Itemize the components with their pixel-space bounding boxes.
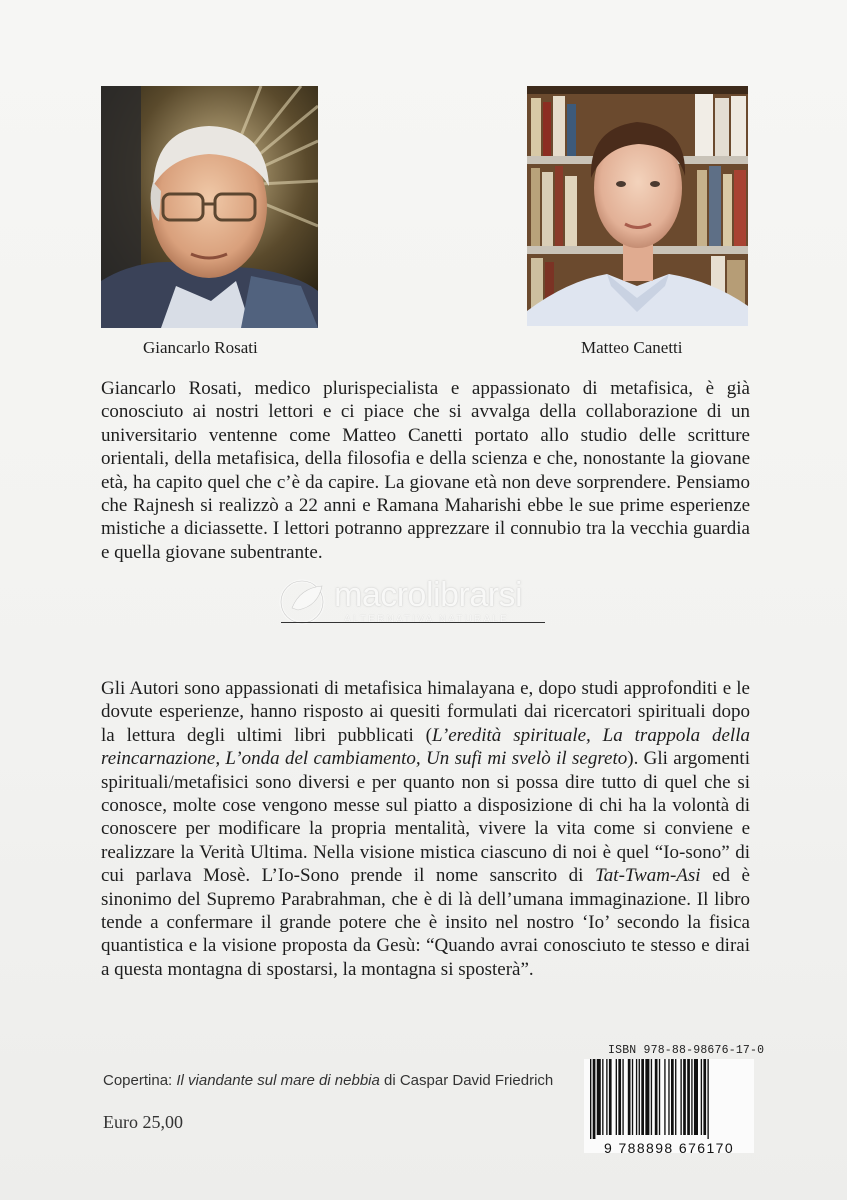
barcode-bar [593,1059,596,1139]
description-text-1: Gli Autori sono appassionati di metafisica himalayana e, dopo studi approfonditi e le dovute esperienze, hanno risposto ai quesiti formulati dai ricercatori spirituali dopo la lettura degli ultimi libri pubblicati ( [101,678,750,746]
barcode-bar [701,1059,702,1135]
author-caption-left: Giancarlo Rosati [143,338,258,357]
barcode-bar [597,1059,601,1135]
barcode-bar [668,1059,669,1135]
barcode-bar [632,1059,633,1135]
barcode-bar [707,1059,708,1139]
barcode-bar [664,1059,665,1135]
macrolibrarsi-logo-icon [278,578,336,626]
isbn-label: ISBN 978-88-98676-17-0 [608,1044,765,1057]
price-label: Euro 25,00 [103,1112,183,1132]
barcode-bar [622,1059,623,1135]
barcode-bar [636,1059,637,1135]
watermark-tagline: ALTERNATIVA NATURALE [344,614,509,625]
barcode-bar [641,1059,644,1135]
author-caption-right: Matteo Canetti [581,338,683,357]
previous-book-titles: L’eredità spirituale, La trappola della reincarnazione, L’onda del cambiamento, Un sufi mi svelò il segreto [101,724,750,770]
barcode-bar [659,1059,660,1135]
barcode-bar [628,1059,631,1135]
barcode-bar [590,1059,591,1139]
sanskrit-term: Tat-Twam-Asi [594,865,701,887]
barcode-bar [691,1059,692,1135]
author-photo-matteo-canetti [527,86,748,326]
barcode-bar [602,1059,603,1135]
barcode-bar [606,1059,607,1135]
section-divider [281,622,545,623]
barcode-bar [687,1059,690,1135]
macrolibrarsi-watermark [278,576,578,632]
barcode-bar [645,1059,649,1135]
cover-credit-prefix: Copertina: [103,1072,177,1089]
barcode-bar [680,1059,681,1135]
barcode [584,1059,754,1153]
barcode-bar [675,1059,676,1135]
author-photo-giancarlo-rosati [101,86,318,328]
watermark-brand-name: macrolibrarsi [334,576,523,614]
barcode-bar [694,1059,698,1135]
book-description-paragraph [101,677,750,981]
description-text-3: ed è sinonimo del Supremo Parabrahman, che è di là dell’umana immaginazione. Il libro tende a confermare il grande potere che è insito nel nostro ‘Io’ secondo la fisica quantistica e la visione proposta da Gesù: “Quando avrai conosciuto te stesso e dirai a questa montagna di spostarsi, la montagna si sposterà”. [101,865,750,980]
barcode-bar [639,1059,640,1135]
cover-artwork-title: Il viandante sul mare di nebbia [176,1072,380,1089]
authors-intro-paragraph: Giancarlo Rosati, medico plurispecialista e appassionato di metafisica, è già conosciuto ai nostri lettori e ci piace che si avvalga della collaborazione di un universitario ventenne come Matteo Canetti portato allo studio delle scritture orientali, della metafisica, della filosofia e della scienza e che, nonostante la giovane età, ha capito quel che c’è da capire. La giovane età non deve sorprendere. Pensiamo che Rajnesh si realizzò a 22 anni e Ramana Maharishi ebbe le sue prime esperienze mistiche a diciassette. I lettori potranno apprezzare il connubio tra la vecchia guardia e quella giovane subentrante. [101,378,750,563]
barcode-bar [609,1059,612,1135]
cover-credit [103,1072,553,1089]
barcode-bar [651,1059,652,1135]
barcode-bar [683,1059,686,1135]
barcode-bars [584,1059,754,1139]
barcode-bar [703,1059,706,1135]
barcode-bar [618,1059,621,1135]
description-text-2: ). Gli argomenti spirituali/metafisici sono diversi e per quanto non si possa dire tutto di quel che si conosce, molte cose vengono messe sul piatto a disposizione di chi ha la volontà di conoscere per modificare la propria mentalità, vivere la vita come si conviene e realizzare la Verità Ultima. Nella visione mistica ciascuno di noi è quel “Io-sono” di cui parlava Mosè. L’Io-Sono prende il nome sanscrito di [101,748,750,887]
barcode-bar [671,1059,674,1135]
cover-credit-artist: di Caspar David Friedrich [379,1072,554,1089]
barcode-bar [655,1059,658,1135]
barcode-bar [616,1059,617,1135]
barcode-digits: 9 788898 676170 [604,1140,734,1156]
